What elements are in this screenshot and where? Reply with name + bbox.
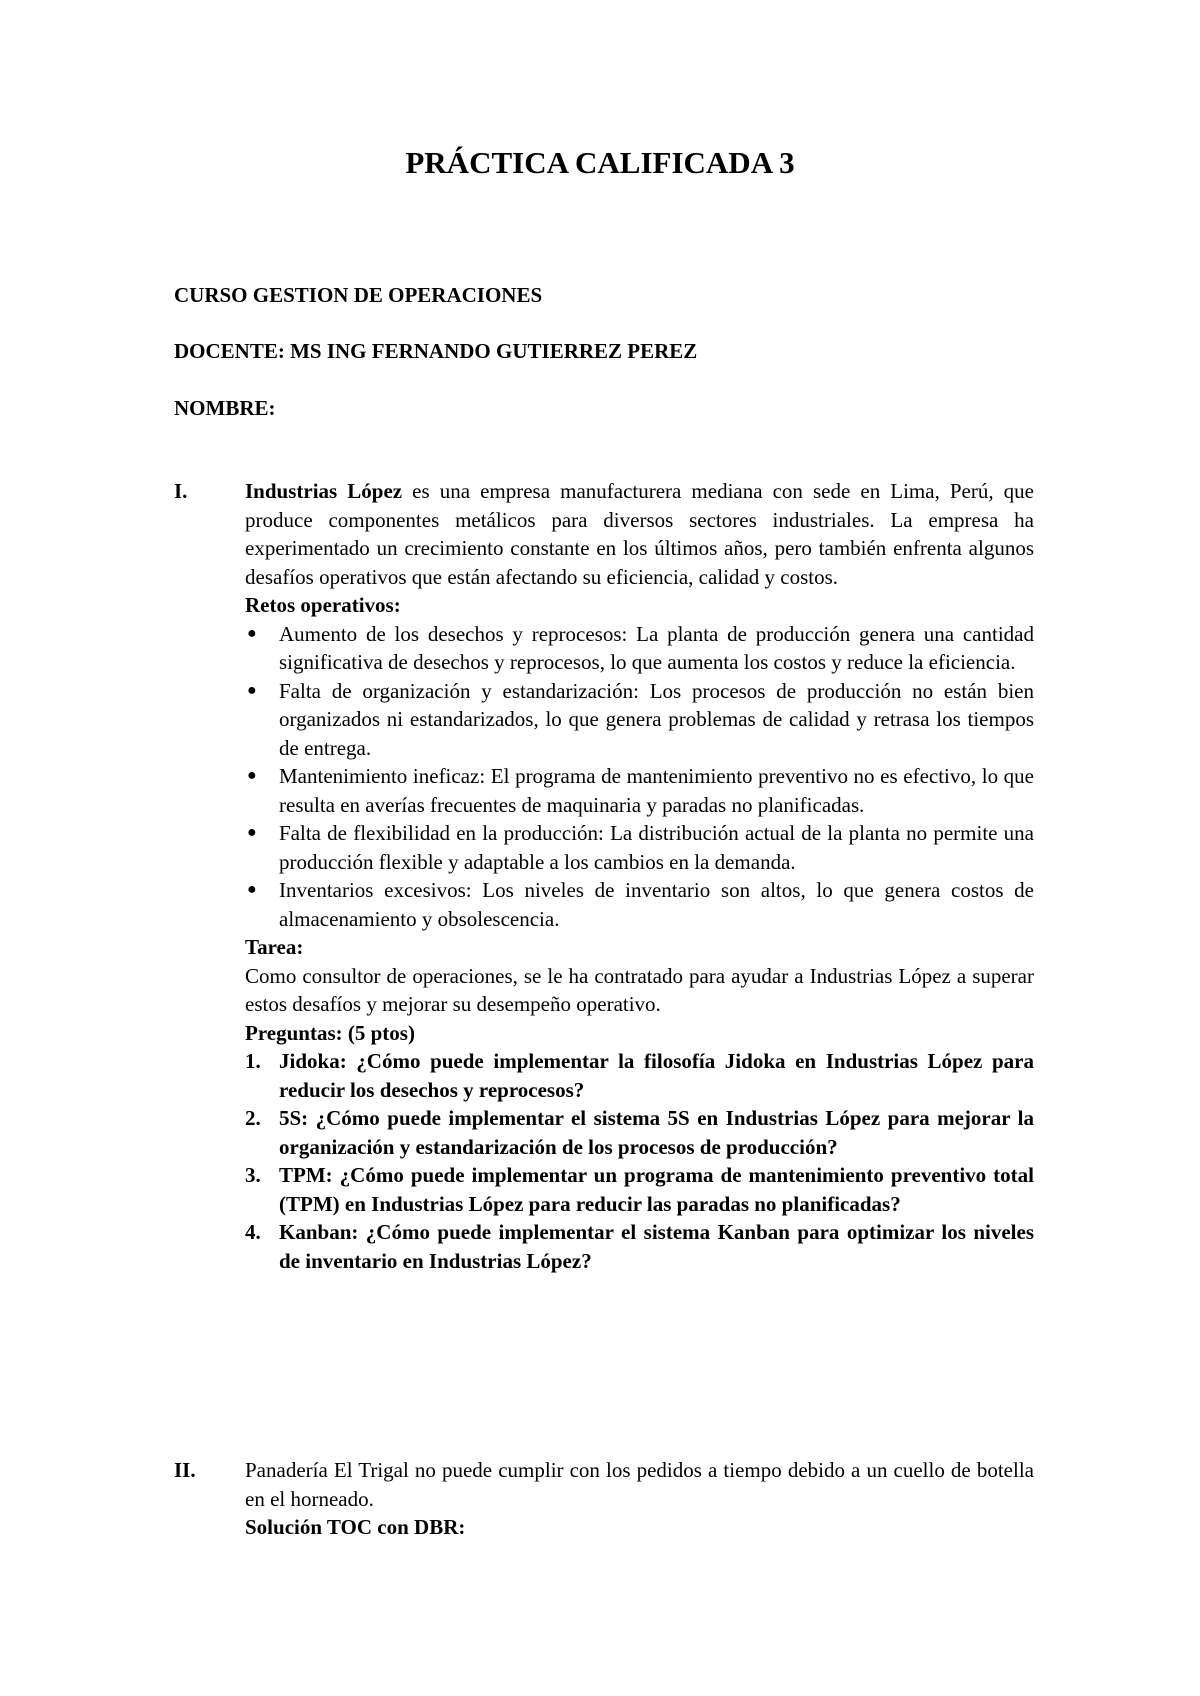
teacher-line: DOCENTE: MS ING FERNANDO GUTIERREZ PEREZ (174, 339, 698, 363)
list-item: ● Falta de organización y estandarización: Los procesos de producción no están bien organizados ni estandarizados, lo que genera problemas de calidad y retrasa los tiempos de entrega. (247, 678, 1034, 760)
list-item: ● Mantenimiento ineficaz: El programa de mantenimiento preventivo no es efectivo, lo que resulta en averías frecuentes de maquinaria y paradas no planificadas. (247, 764, 1034, 817)
questions-heading: Preguntas: (5 ptos) (245, 1020, 415, 1045)
section-1 (174, 477, 1034, 1275)
bullet-icon: ● (247, 824, 257, 841)
section-2-number: II. (174, 1458, 196, 1482)
course-line: CURSO GESTION DE OPERACIONES (174, 283, 543, 307)
section-2-text: Panadería El Trigal no puede cumplir con los pedidos a tiempo debido a un cuello de botella en el horneado. (245, 1458, 1034, 1511)
challenges-list (245, 620, 1034, 934)
name-label: NOMBRE: (174, 396, 276, 420)
question-number: 4. (245, 1220, 261, 1244)
task-heading: Tarea: (245, 935, 304, 959)
bullet-icon: ● (247, 681, 257, 699)
section-2 (174, 1456, 1034, 1542)
list-item: ● Aumento de los desechos y reprocesos: La planta de producción genera una cantidad significativa de desechos y reprocesos, lo que aumenta los costos y reduce la eficiencia. (247, 621, 1034, 674)
task-text: Como consultor de operaciones, se le ha contratado para ayudar a Industrias López a superar estos desafíos y mejorar su desempeño operativo. (245, 963, 1034, 1016)
intro-text: es una empresa manufacturera mediana con sede en Lima, Perú, que produce componentes metálicos para diversos sectores industriales. La empresa ha experimentado un crecimiento constante en los últimos años, pero también enfrenta algunos desafíos operativos que están afectando su eficiencia, calidad y costos. (245, 479, 1034, 589)
bullet-icon: ● (247, 881, 257, 898)
document-title: PRÁCTICA CALIFICADA 3 (405, 145, 795, 180)
list-item: ● Inventarios excesivos: Los niveles de inventario son altos, lo que genera costos de almacenamiento y obsolescencia. (247, 878, 1034, 931)
question-number: 2. (245, 1106, 261, 1130)
question-item (245, 1161, 1034, 1218)
question-text: Kanban: ¿Cómo puede implementar el sistema Kanban para optimizar los niveles de inventario en Industrias López? (279, 1220, 1034, 1273)
section-1-body (245, 477, 1034, 1275)
question-item (245, 1218, 1034, 1275)
section-2-body (245, 1456, 1034, 1542)
question-text: TPM: ¿Cómo puede implementar un programa de mantenimiento preventivo total (TPM) en Industrias López para reducir las paradas no planificadas? (279, 1163, 1034, 1216)
list-item: ● Falta de flexibilidad en la producción: La distribución actual de la planta no permite una producción flexible y adaptable a los cambios en la demanda. (247, 821, 1034, 874)
question-text: 5S: ¿Cómo puede implementar el sistema 5S en Industrias López para mejorar la organización y estandarización de los procesos de producción? (279, 1106, 1034, 1159)
question-item (245, 1104, 1034, 1161)
question-item (245, 1047, 1034, 1104)
solution-heading: Solución TOC con DBR: (245, 1515, 466, 1539)
question-number: 3. (245, 1163, 261, 1187)
section-1-intro (245, 477, 1034, 591)
section-1-number: I. (174, 479, 188, 503)
company-name: Industrias López (245, 479, 403, 503)
bullet-icon: ● (247, 624, 257, 642)
challenges-heading: Retos operativos: (245, 593, 401, 617)
questions-list (245, 1047, 1034, 1275)
bullet-icon: ● (247, 767, 257, 784)
question-number: 1. (245, 1049, 261, 1073)
question-text: Jidoka: ¿Cómo puede implementar la filosofía Jidoka en Industrias López para reducir los desechos y reprocesos? (279, 1049, 1034, 1102)
